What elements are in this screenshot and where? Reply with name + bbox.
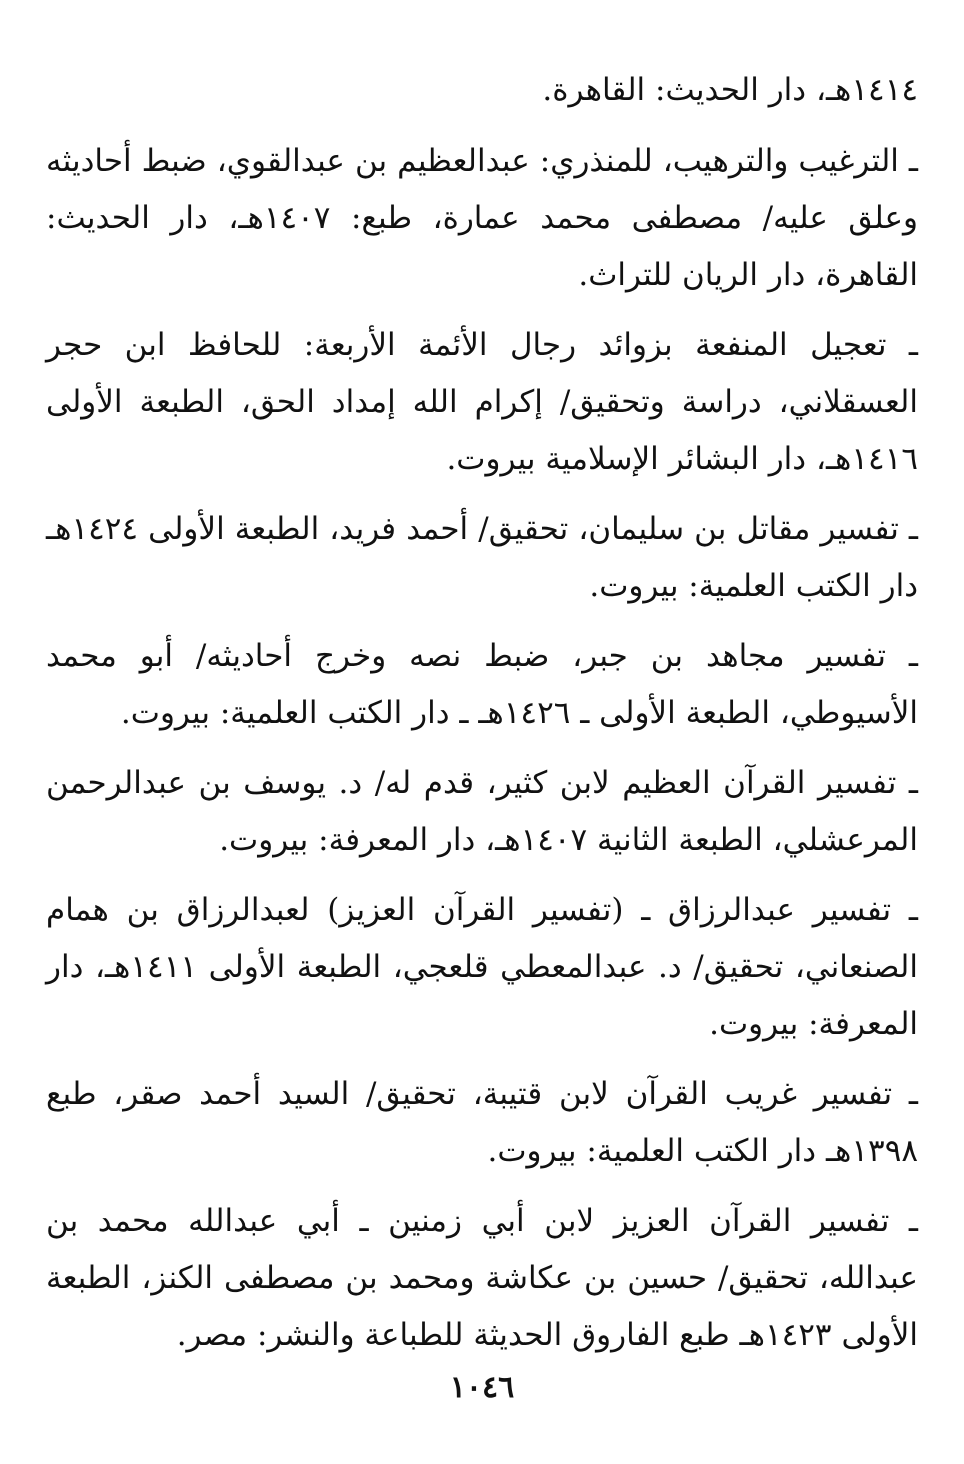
page-number: ١٠٤٦ xyxy=(449,1370,515,1405)
bibliography-entry: ـ تفسير القرآن العزيز لابن أبي زمنين ـ أبي عبدالله محمد بن عبدالله، تحقيق/ حسين بن عكاشة ومحمد بن مصطفى الكنز، الطبعة الأولى ١٤٢٣هـ طبع الفاروق الحديثة للطباعة والنشر: مصر. xyxy=(46,1203,918,1353)
bibliography-entry: ـ الترغيب والترهيب، للمنذري: عبدالعظيم بن عبدالقوي، ضبط أحاديثه وعلق عليه/ مصطفى محمد عمارة، طبع: ١٤٠٧هـ، دار الحديث: القاهرة، دار الريان للتراث. xyxy=(46,143,918,293)
bibliography-entry: ـ تفسير القرآن العظيم لابن كثير، قدم له/ د. يوسف بن عبدالرحمن المرعشلي، الطبعة الثانية ١٤٠٧هـ، دار المعرفة: بيروت. xyxy=(46,765,918,858)
bibliography-entry: ـ تفسير مجاهد بن جبر، ضبط نصه وخرج أحاديثه/ أبو محمد الأسيوطي، الطبعة الأولى ـ ١٤٢٦هـ ـ دار الكتب العلمية: بيروت. xyxy=(46,638,918,731)
bibliography-entry: ـ تعجيل المنفعة بزوائد رجال الأئمة الأربعة: للحافظ ابن حجر العسقلاني، دراسة وتحقيق/ إكرام الله إمداد الحق، الطبعة الأولى ١٤١٦هـ، دار البشائر الإسلامية بيروت. xyxy=(46,327,918,477)
bibliography-list xyxy=(46,62,918,1377)
bibliography-entry: ـ تفسير عبدالرزاق ـ (تفسير القرآن العزيز) لعبدالرزاق بن همام الصنعاني، تحقيق/ د. عبدالمعطي قلعجي، الطبعة الأولى ١٤١١هـ، دار المعرفة: بيروت. xyxy=(46,892,918,1042)
bibliography-entry: ـ تفسير غريب القرآن لابن قتيبة، تحقيق/ السيد أحمد صقر، طبع ١٣٩٨هـ دار الكتب العلمية: بيروت. xyxy=(46,1076,918,1169)
bibliography-entry: ١٤١٤هـ، دار الحديث: القاهرة. xyxy=(542,72,918,108)
bibliography-entry: ـ تفسير مقاتل بن سليمان، تحقيق/ أحمد فريد، الطبعة الأولى ١٤٢٤هـ دار الكتب العلمية: بيروت. xyxy=(46,511,918,604)
